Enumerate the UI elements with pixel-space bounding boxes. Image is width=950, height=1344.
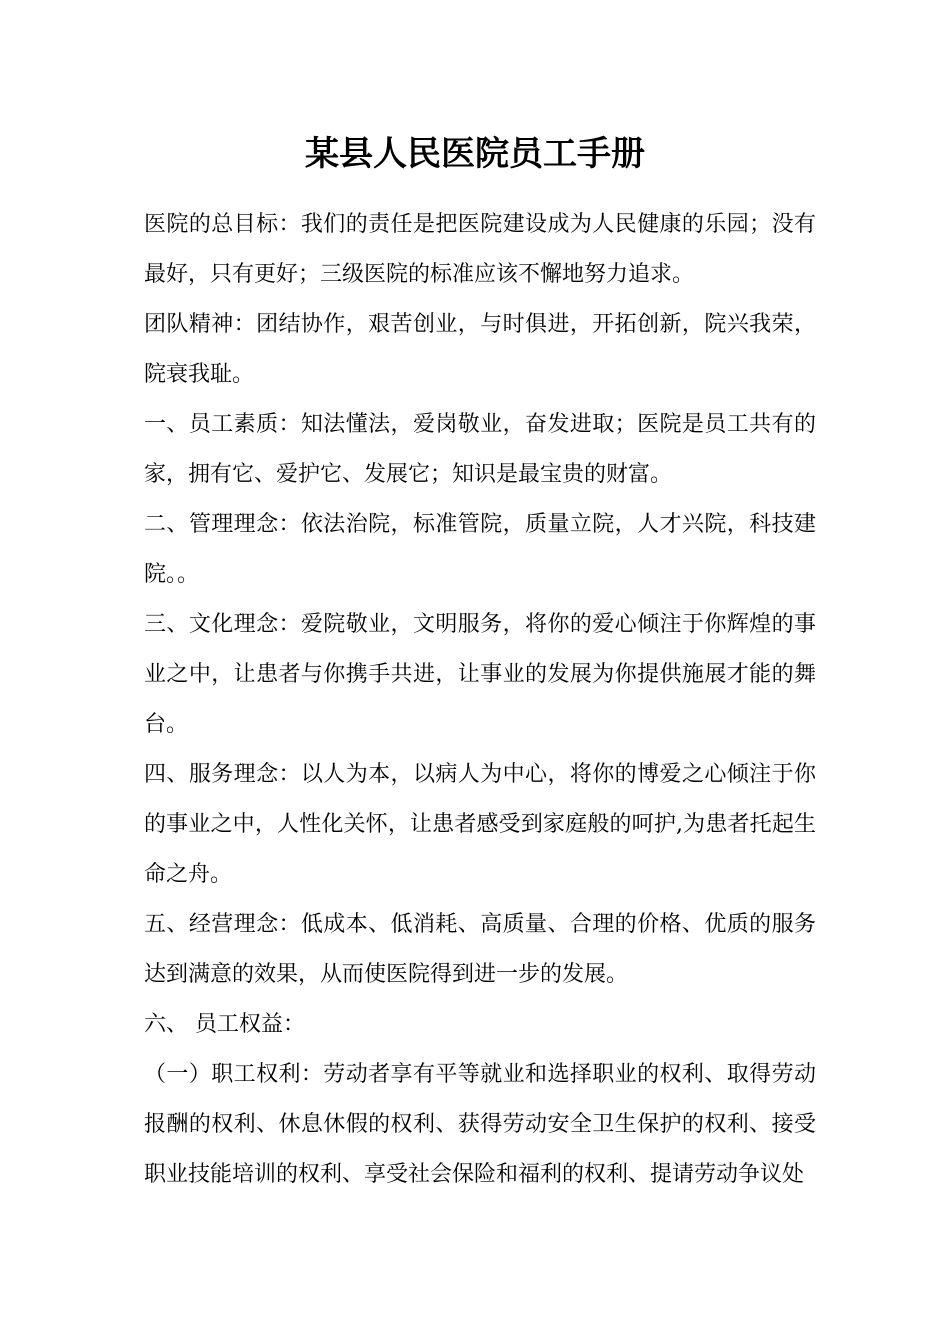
- paragraph-employee-quality: 一、员工素质：知法懂法，爱岗敬业，奋发进取；医院是员工共有的家，拥有它、爱护它、发展它；知识是最宝贵的财富。: [144, 412, 816, 487]
- paragraph-worker-rights: （一）职工权利：劳动者享有平等就业和选择职业的权利、取得劳动报酬的权利、休息休假的权利、获得劳动安全卫生保护的权利、接受职业技能培训的权利、享受社会保险和福利的权利、提请劳动争议处: [144, 1062, 816, 1187]
- paragraph-management-philosophy: 二、管理理念：依法治院，标准管院，质量立院，人才兴院，科技建院。。: [144, 512, 816, 587]
- paragraph-hospital-goal: 医院的总目标：我们的责任是把医院建设成为人民健康的乐园；没有最好，只有更好；三级医院的标准应该不懈地努力追求。: [144, 212, 816, 287]
- document-body: [144, 200, 816, 1200]
- paragraph-team-spirit: 团队精神：团结协作，艰苦创业，与时俱进，开拓创新，院兴我荣，院衰我耻。: [144, 312, 816, 387]
- paragraph-service-philosophy: 四、服务理念：以人为本，以病人为中心，将你的博爱之心倾注于你的事业之中，人性化关怀，让患者感受到家庭般的呵护,为患者托起生命之舟。: [144, 762, 816, 887]
- paragraph-employee-rights-heading: 六、 员工权益：: [144, 1012, 305, 1037]
- paragraph-culture-philosophy: 三、文化理念：爱院敬业，文明服务，将你的爱心倾注于你辉煌的事业之中，让患者与你携手共进，让事业的发展为你提供施展才能的舞台。: [144, 612, 816, 737]
- paragraph-business-philosophy: 五、经营理念：低成本、低消耗、高质量、合理的价格、优质的服务达到满意的效果，从而使医院得到进一步的发展。: [144, 912, 816, 987]
- document-title: 某县人民医院员工手册: [305, 134, 645, 174]
